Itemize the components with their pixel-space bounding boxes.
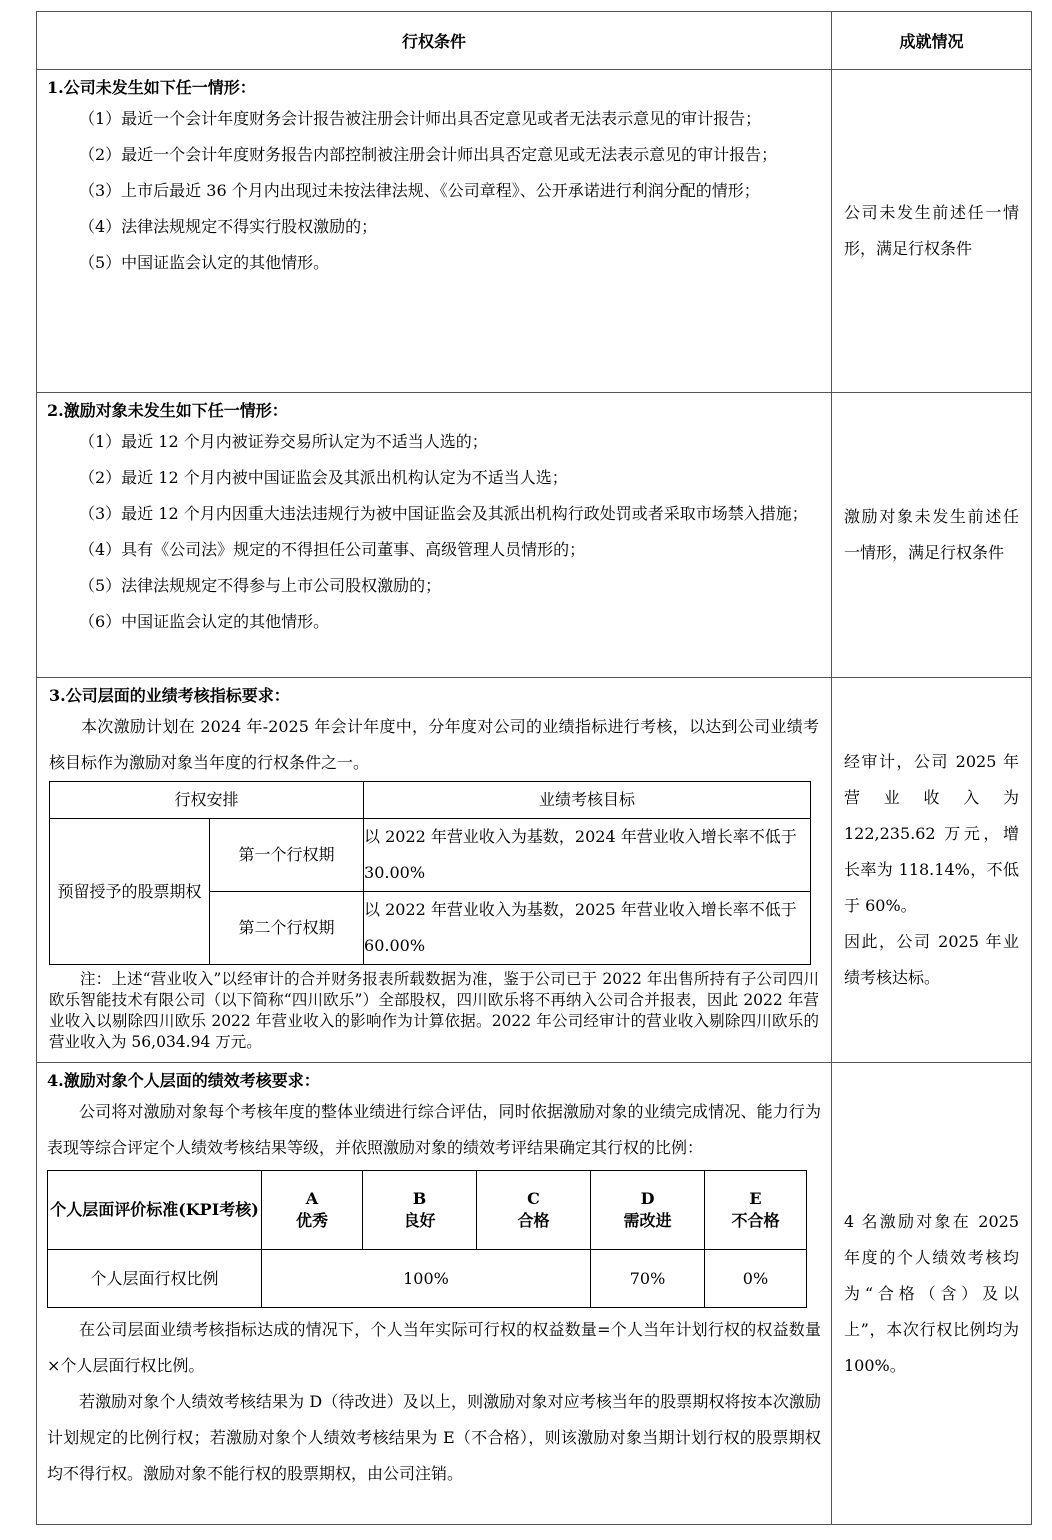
col-header-target: 业绩考核目标	[364, 782, 811, 819]
ratio-d: 70%	[591, 1250, 705, 1308]
grade-b: B 良好	[363, 1171, 477, 1250]
section2-conditions	[37, 393, 832, 678]
section3-title: 3.公司层面的业绩考核指标要求：	[49, 686, 290, 705]
col-header-arrangement: 行权安排	[50, 782, 364, 819]
section3-row	[37, 678, 1032, 1063]
list-item: （2）最近 12 个月内被中国证监会及其派出机构认定为不适当人选；	[79, 468, 568, 487]
section1-conditions	[37, 70, 832, 393]
section2-row	[37, 393, 1032, 678]
period-cell: 第一个行权期	[210, 819, 364, 892]
kpi-table	[47, 1170, 807, 1308]
header-row	[37, 12, 1032, 70]
list-item: （2）最近一个会计年度财务报告内部控制被注册会计师出具否定意见或无法表示意见的审计报告；	[79, 145, 778, 164]
section1-result: 公司未发生前述任一情形，满足行权条件	[832, 70, 1032, 393]
grade-d: D 需改进	[591, 1171, 705, 1250]
list-item: （4）具有《公司法》规定的不得担任公司董事、高级管理人员情形的；	[79, 540, 586, 559]
section3-intro: 本次激励计划在 2024 年-2025 年会计年度中，分年度对公司的业绩指标进行考核，以达到公司业绩考核目标作为激励对象当年度的行权条件之一。	[49, 717, 819, 772]
target-cell: 以 2022 年营业收入为基数，2024 年营业收入增长率不低于 30.00%	[364, 819, 811, 892]
grade-c: C 合格	[477, 1171, 591, 1250]
header-conditions: 行权条件	[37, 12, 832, 70]
section4-para3: 若激励对象个人绩效考核结果为 D（待改进）及以上，则激励对象对应考核当年的股票期权将按本次激励计划规定的比例行权；若激励对象个人绩效考核结果为 E（不合格），则该激励对象当期计划行权的股票期权均不得行权。激励对象不能行权的股票期权，由公司注销。	[47, 1392, 821, 1483]
ratio-e: 0%	[705, 1250, 807, 1308]
section2-title: 2.激励对象未发生如下任一情形：	[47, 401, 288, 420]
list-item: （6）中国证监会认定的其他情形。	[79, 612, 330, 631]
period-cell: 第二个行权期	[210, 892, 364, 965]
section4-result: 4 名激励对象在 2025 年度的个人绩效考核均为“合格（含）及以上”，本次行权比例均为 100%。	[832, 1063, 1032, 1525]
list-item: （1）最近一个会计年度财务会计报告被注册会计师出具否定意见或者无法表示意见的审计报告；	[79, 109, 762, 128]
section4-title: 4.激励对象个人层面的绩效考核要求：	[47, 1071, 320, 1090]
section4-row	[37, 1063, 1032, 1525]
section4-para2: 在公司层面业绩考核指标达成的情况下，个人当年实际可行权的权益数量=个人当年计划行权的权益数量×个人层面行权比例。	[47, 1320, 821, 1375]
section2-result: 激励对象未发生前述任一情形，满足行权条件	[832, 393, 1032, 678]
section1-title: 1.公司未发生如下任一情形：	[47, 78, 256, 97]
ratio-label: 个人层面行权比例	[48, 1250, 262, 1308]
list-item: （3）最近 12 个月内因重大违法违规行为被中国证监会及其派出机构行政处罚或者采取市场禁入措施；	[79, 504, 808, 523]
list-item: （1）最近 12 个月内被证券交易所认定为不适当人选的；	[79, 432, 488, 451]
ratio-abc: 100%	[262, 1250, 591, 1308]
exercise-conditions-table	[36, 11, 1032, 1525]
reserved-grant-label: 预留授予的股票期权	[50, 819, 210, 965]
list-item: （5）法律法规规定不得参与上市公司股权激励的；	[79, 576, 442, 595]
performance-target-table	[49, 781, 811, 965]
section3-conditions	[37, 678, 832, 1063]
section3-note: 注：上述“营业收入”以经审计的合并财务报表所载数据为准，鉴于公司已于 2022 年出售所持有子公司四川欧乐智能技术有限公司（以下简称“四川欧乐”）全部股权，四川欧乐将不再纳入公司合并报表，因此 2022 年营业收入以剔除四川欧乐 2022 年营业收入的影响作为计算依据。2022 年公司经审计的营业收入剔除四川欧乐的营业收入为 56,034.94 万元。	[49, 970, 819, 1051]
section4-intro: 公司将对激励对象每个考核年度的整体业绩进行综合评估，同时依据激励对象的业绩完成情况、能力行为表现等综合评定个人绩效考核结果等级，并依照激励对象的绩效考评结果确定其行权的比例：	[47, 1102, 821, 1157]
kpi-header: 个人层面评价标准(KPI考核)	[48, 1171, 262, 1250]
section3-result-conclusion: 因此，公司 2025 年业绩考核达标。	[844, 932, 1019, 987]
grade-a: A 优秀	[262, 1171, 363, 1250]
grade-e: E 不合格	[705, 1171, 807, 1250]
target-cell: 以 2022 年营业收入为基数，2025 年营业收入增长率不低于 60.00%	[364, 892, 811, 965]
list-item: （5）中国证监会认定的其他情形。	[79, 253, 330, 272]
section3-result	[832, 678, 1032, 1063]
list-item: （4）法律法规规定不得实行股权激励的；	[79, 217, 378, 236]
section1-row	[37, 70, 1032, 393]
header-achievement: 成就情况	[832, 12, 1032, 70]
list-item: （3）上市后最近 36 个月内出现过未按法律法规、《公司章程》、公开承诺进行利润分配的情形；	[79, 181, 760, 200]
section3-result-text: 经审计，公司 2025 年营业收入为 122,235.62 万元，增长率为 118.14%，不低于 60%。	[844, 752, 1019, 915]
section4-conditions	[37, 1063, 832, 1525]
